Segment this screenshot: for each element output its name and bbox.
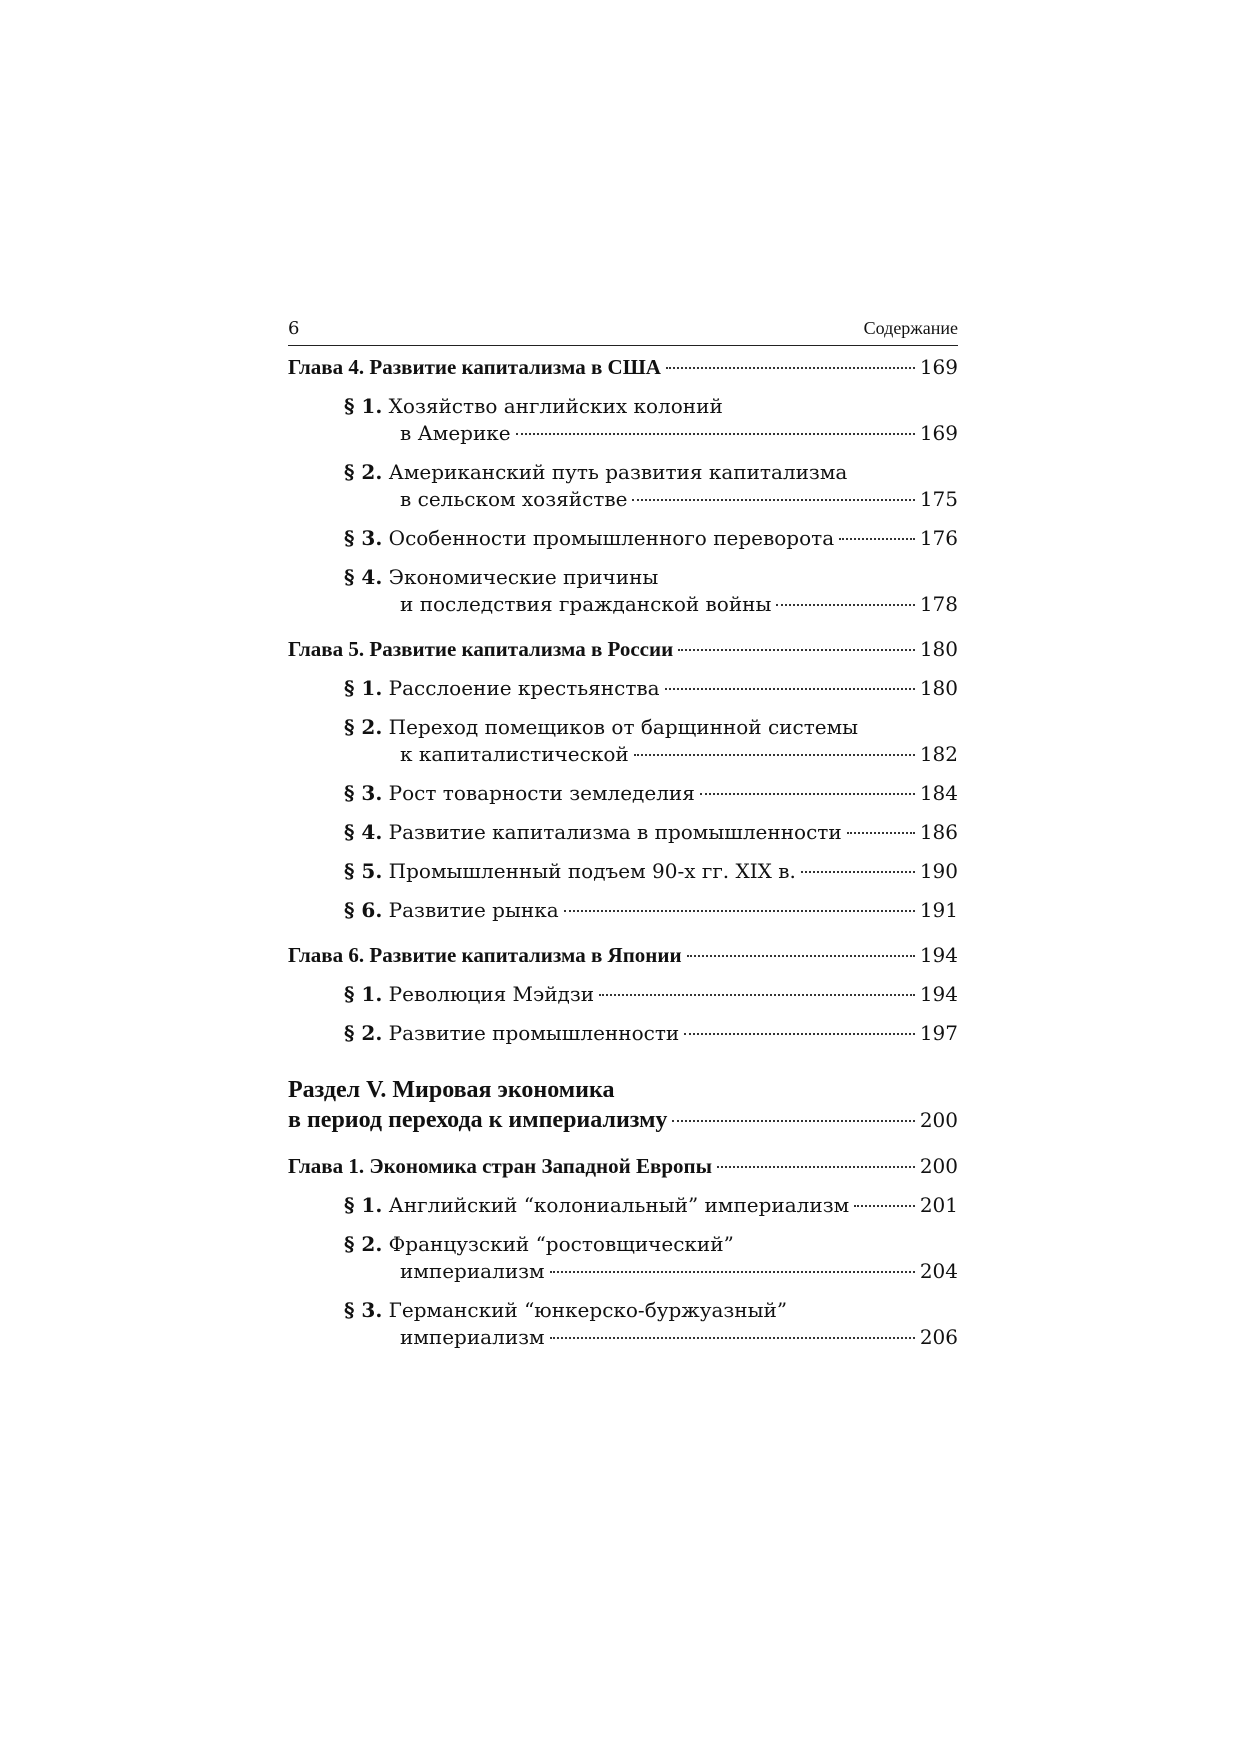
dot-leader — [672, 1120, 914, 1122]
running-head — [288, 318, 958, 346]
toc-section[interactable] — [288, 564, 958, 618]
dot-leader — [665, 688, 915, 690]
section-number: § 1. — [344, 1193, 383, 1217]
section-number: § 1. — [344, 676, 383, 700]
toc-section[interactable] — [288, 1020, 958, 1047]
page-ref: 206 — [919, 1325, 958, 1349]
section-number: § 3. — [344, 526, 383, 550]
part-title-cont: в период перехода к империализму — [288, 1107, 668, 1133]
dot-leader — [717, 1166, 915, 1168]
dot-leader — [550, 1337, 915, 1339]
section-title: Промышленный подъем 90-х гг. XIX в. — [388, 859, 796, 883]
dot-leader — [776, 604, 914, 606]
page-ref: 175 — [919, 487, 958, 511]
section-title-cont: империализм — [400, 1259, 545, 1283]
toc-section[interactable] — [288, 981, 958, 1008]
dot-leader — [516, 433, 915, 435]
dot-leader — [839, 538, 915, 540]
page-ref: 204 — [919, 1259, 958, 1283]
dot-leader — [854, 1205, 915, 1207]
section-title: Расслоение крестьянства — [388, 676, 660, 700]
page-number: 6 — [288, 318, 300, 339]
section-title: Французский “ростовщический” — [388, 1232, 734, 1256]
section-number: § 2. — [344, 460, 383, 484]
section-number: § 1. — [344, 982, 383, 1006]
toc-part[interactable] — [288, 1075, 958, 1135]
section-title: Германский “юнкерско-буржуазный” — [388, 1298, 788, 1322]
page-ref: 186 — [919, 820, 958, 844]
dot-leader — [678, 649, 915, 651]
dot-leader — [666, 367, 915, 369]
page-ref: 194 — [919, 943, 958, 967]
toc-section[interactable] — [288, 780, 958, 807]
section-title: Развитие капитализма в промышленности — [388, 820, 842, 844]
section-number: § 2. — [344, 715, 383, 739]
part-title: Раздел V. Мировая экономика — [288, 1077, 615, 1103]
dot-leader — [684, 1033, 915, 1035]
dot-leader — [801, 871, 915, 873]
toc-page — [288, 318, 958, 1351]
section-title-cont: в Америке — [400, 421, 511, 445]
dot-leader — [687, 955, 915, 957]
section-title-cont: и последствия гражданской войны — [400, 592, 772, 616]
section-number: § 6. — [344, 898, 383, 922]
toc-section[interactable] — [288, 714, 958, 768]
section-title: Экономические причины — [388, 565, 659, 589]
running-title: Содержание — [863, 318, 958, 338]
section-number: § 5. — [344, 859, 383, 883]
section-title-cont: к капиталистической — [400, 742, 629, 766]
page-ref: 169 — [919, 355, 958, 379]
page-ref: 180 — [919, 637, 958, 661]
chapter-title: Глава 4. Развитие капитализма в США — [288, 355, 661, 379]
page-ref: 201 — [919, 1193, 958, 1217]
page-ref: 194 — [919, 982, 958, 1006]
page-ref: 200 — [919, 1154, 958, 1178]
page-ref: 191 — [919, 898, 958, 922]
page-ref: 197 — [919, 1021, 958, 1045]
page-ref: 184 — [919, 781, 958, 805]
page-ref: 178 — [919, 592, 958, 616]
dot-leader — [847, 832, 915, 834]
chapter-title: Глава 5. Развитие капитализма в России — [288, 637, 674, 661]
toc-chapter[interactable] — [288, 354, 958, 381]
toc-section[interactable] — [288, 525, 958, 552]
toc-chapter[interactable] — [288, 636, 958, 663]
section-number: § 1. — [344, 394, 383, 418]
dot-leader — [564, 910, 915, 912]
section-number: § 3. — [344, 781, 383, 805]
section-title: Хозяйство английских колоний — [388, 394, 723, 418]
toc-section[interactable] — [288, 675, 958, 702]
toc-section[interactable] — [288, 819, 958, 846]
dot-leader — [700, 793, 915, 795]
section-title: Рост товарности земледелия — [388, 781, 695, 805]
dot-leader — [599, 994, 915, 996]
toc-section[interactable] — [288, 897, 958, 924]
page-ref: 200 — [919, 1108, 958, 1132]
section-title: Особенности промышленного переворота — [388, 526, 835, 550]
page-ref: 176 — [919, 526, 958, 550]
section-title: Революция Мэйдзи — [388, 982, 595, 1006]
toc-section[interactable] — [288, 393, 958, 447]
dot-leader — [632, 499, 914, 501]
toc-chapter[interactable] — [288, 942, 958, 969]
toc-section[interactable] — [288, 1297, 958, 1351]
toc-section[interactable] — [288, 1231, 958, 1285]
page-ref: 182 — [919, 742, 958, 766]
section-number: § 2. — [344, 1021, 383, 1045]
toc-section[interactable] — [288, 459, 958, 513]
dot-leader — [550, 1271, 915, 1273]
dot-leader — [634, 754, 915, 756]
toc-section[interactable] — [288, 1192, 958, 1219]
section-number: § 2. — [344, 1232, 383, 1256]
section-title-cont: в сельском хозяйстве — [400, 487, 628, 511]
toc-chapter[interactable] — [288, 1153, 958, 1180]
section-number: § 4. — [344, 565, 383, 589]
section-title: Американский путь развития капитализма — [388, 460, 848, 484]
section-title: Переход помещиков от барщинной системы — [388, 715, 859, 739]
page-ref: 180 — [919, 676, 958, 700]
page-ref: 169 — [919, 421, 958, 445]
section-title: Развитие рынка — [388, 898, 559, 922]
chapter-title: Глава 6. Развитие капитализма в Японии — [288, 943, 682, 967]
page-ref: 190 — [919, 859, 958, 883]
toc-section[interactable] — [288, 858, 958, 885]
section-number: § 4. — [344, 820, 383, 844]
chapter-title: Глава 1. Экономика стран Западной Европы — [288, 1154, 712, 1178]
section-title: Английский “колониальный” империализм — [388, 1193, 850, 1217]
section-title: Развитие промышленности — [388, 1021, 680, 1045]
section-number: § 3. — [344, 1298, 383, 1322]
section-title-cont: империализм — [400, 1325, 545, 1349]
